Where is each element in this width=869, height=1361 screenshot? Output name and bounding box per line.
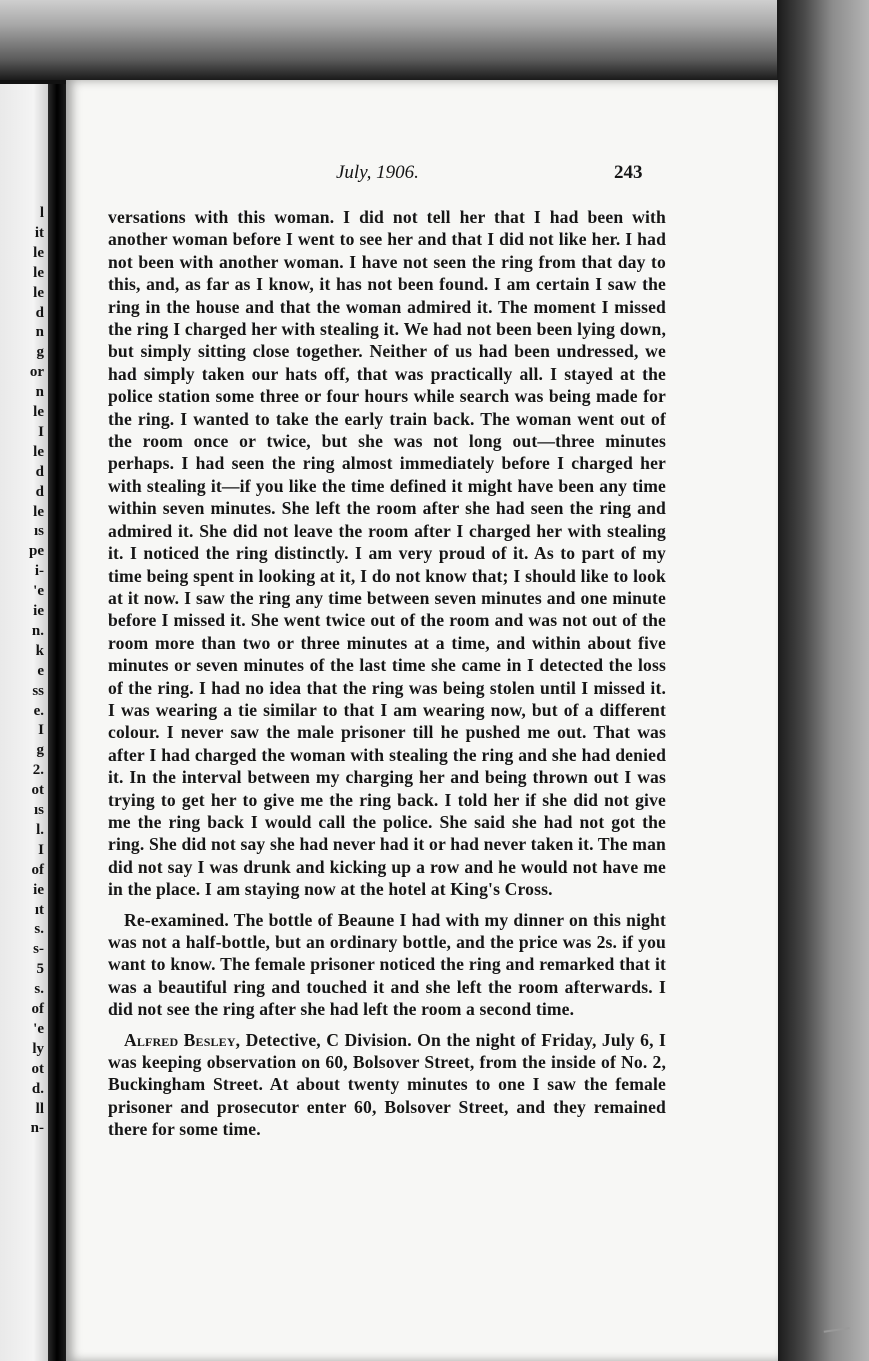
margin-fragment: le [33, 264, 44, 281]
margin-fragment: i- [34, 563, 44, 580]
margin-fragment: 'e [33, 583, 44, 600]
margin-fragment: k [35, 642, 44, 659]
margin-fragment: 5 [36, 961, 44, 978]
page-number: 243 [614, 162, 643, 183]
margin-fragment: e. [33, 702, 44, 719]
margin-fragment: n. [31, 622, 44, 639]
book-gutter [48, 84, 66, 1361]
margin-fragment: pe [29, 543, 44, 560]
body-text [108, 206, 666, 1141]
margin-fragment: le [33, 404, 44, 420]
margin-fragment: d [35, 304, 44, 321]
margin-fragment: d [35, 483, 44, 500]
margin-fragment: ıs [33, 523, 44, 540]
margin-fragment: 'e [33, 1020, 44, 1037]
margin-fragment: g [36, 344, 44, 361]
margin-fragment: le [33, 244, 44, 261]
margin-fragment: le [33, 443, 44, 460]
scan-background-top [0, 0, 869, 80]
facing-page-edge [0, 84, 48, 1361]
page-header [66, 162, 778, 188]
margin-fragment: d [35, 463, 44, 480]
margin-fragment: 2. [32, 762, 44, 779]
margin-fragment: ly [32, 1040, 44, 1057]
margin-fragment: I [38, 722, 44, 739]
margin-fragment: ıs [33, 802, 44, 818]
witness-statement: , Detective, C Division. On the night of Friday, July 6, I was keeping observation on 60, Bolsover Street, from the inside of No. 2, Buckingham Street. At about twenty minutes to one I saw the female prisoner and prosecutor enter 60, Bolsover Street, and they remained there for some time. [108, 1029, 666, 1140]
witness-paragraph [108, 1029, 666, 1141]
document-page [66, 80, 778, 1361]
margin-fragment: of [31, 861, 44, 878]
margin-fragment: l [39, 205, 44, 221]
margin-fragment: g [36, 742, 44, 759]
margin-fragment: s. [34, 921, 44, 938]
margin-fragment: ie [33, 881, 44, 898]
margin-fragment: n- [30, 1120, 44, 1137]
margin-fragment: ie [33, 603, 44, 619]
margin-fragment: le [33, 284, 44, 301]
witness-name: Alfred Besley [124, 1029, 236, 1050]
margin-fragment: s- [33, 941, 44, 958]
margin-fragment: le [33, 503, 44, 520]
margin-fragment: I [38, 841, 44, 858]
margin-fragment: ss [32, 682, 44, 699]
margin-fragment: ıt [34, 901, 44, 918]
margin-fragment: ot [31, 782, 44, 799]
margin-fragment: ll [35, 1100, 44, 1117]
margin-fragment: d. [31, 1080, 44, 1097]
testimony-paragraph: versations with this woman. I did not tell her that I had been with another woman before I went to see her and that I did not like her. I had not been with another woman. I have not seen the ring from that day to this, and, as far as I know, it has not been found. I am certain I saw the ring in the house and that the woman admired it. The moment I missed the ring I charged her with stealing it. We had not been been lying down, but simply sitting close together. Neither of us had been undressed, we had simply taken our hats off, that was practically all. I stayed at the police station some three or four hours while search was being made for the ring. I wanted to take the early train back. The woman went out of the room once or twice, but she was not long out—three minutes perhaps. I had seen the ring almost immediately before I charged her with stealing it—if you like the time defined it might have been any time within seven minutes. She left the room after she had seen the ring and admired it. She did not leave the room after I charged her with stealing it. I noticed the ring distinctly. I am very proud of it. As to part of my time being spent in looking at it, I do not know that; I should like to look at it now. I saw the ring any time between seven minutes and one minute before I missed it. She went twice out of the room and was not out of the room more than two or three minutes at a time, and within about five minutes or seven minutes of the last time she came in I detected the loss of the ring. I had no idea that the ring was being stolen until I missed it. I was wearing a tie similar to that I am wearing now, but of a different colour. I never saw the male prisoner till he pushed me out. That was after I had charged the woman with stealing the ring and she had denied it. In the interval between my charging her and being thrown out I was trying to get her to give me the ring back. I told her if she did not give me the ring back I would call the police. She said she had not got the ring. She did not say she had never had it or had never taken it. The man did not say I was drunk and kicking up a row and he would not have me in the place. I am staying now at the hotel at King's Cross. [108, 207, 666, 900]
margin-fragment: it [34, 224, 44, 241]
running-title: July, 1906. [336, 162, 419, 183]
margin-fragment: s. [34, 981, 44, 998]
margin-fragment: I [38, 423, 44, 440]
margin-fragment: n [35, 384, 44, 401]
re-examination-paragraph: Re-examined. The bottle of Beaune I had with my dinner on this night was not a half-bottle, but an ordinary bottle, and the price was 2s. if you want to know. The female prisoner noticed the ring and remarked that it was a beautiful ring and touched it and she left the room afterwards. I did not see the ring after she had left the room a second time. [108, 909, 666, 1020]
margin-fragment: l. [36, 821, 44, 838]
margin-fragment: of [31, 1001, 44, 1017]
margin-fragment: n [35, 324, 44, 341]
book-right-edge [777, 0, 869, 1361]
margin-fragment: or [29, 364, 44, 381]
margin-fragment: e [37, 662, 44, 679]
margin-fragment: ot [31, 1060, 44, 1077]
